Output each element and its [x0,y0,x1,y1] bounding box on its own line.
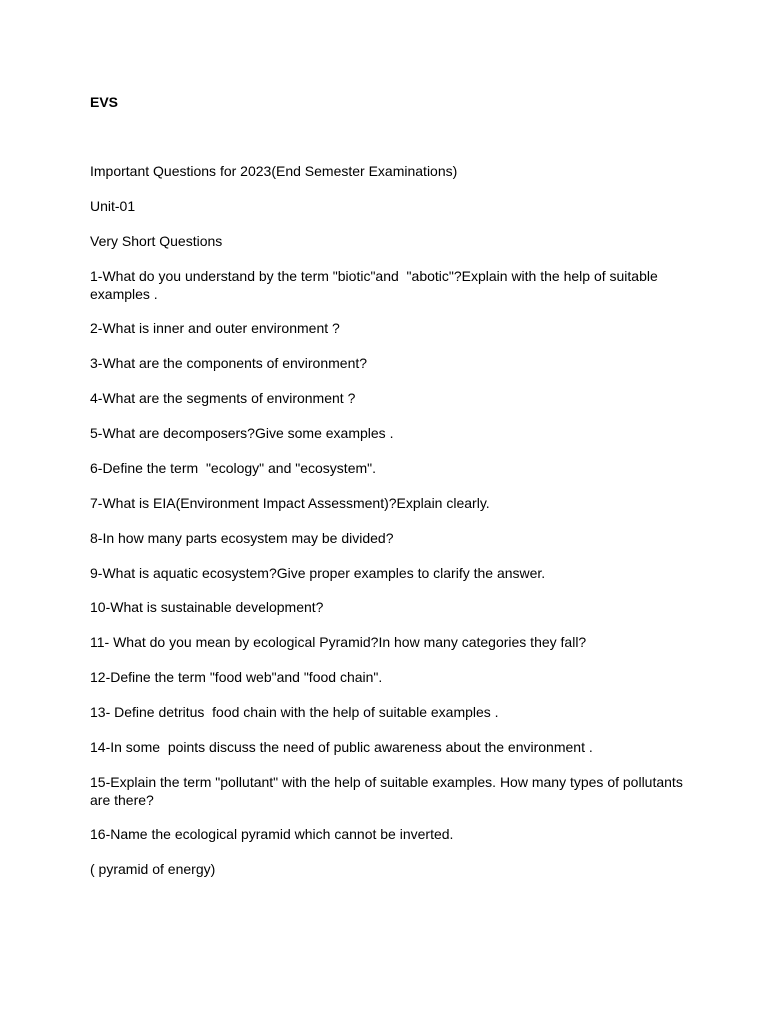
question-item: 5-What are decomposers?Give some examples . [90,425,394,441]
question-item: 15-Explain the term "pollutant" with the help of suitable examples. How many types of pollutants are there? [90,774,687,808]
answer-note: ( pyramid of energy) [90,861,216,877]
question-item: 9-What is aquatic ecosystem?Give proper examples to clarify the answer. [90,565,546,581]
question-item: 10-What is sustainable development? [90,599,324,615]
question-item: 8-In how many parts ecosystem may be divided? [90,530,394,546]
question-item: 14-In some points discuss the need of public awareness about the environment . [90,739,593,755]
document-heading: Important Questions for 2023(End Semester Examinations) [90,163,458,179]
question-item: 4-What are the segments of environment ? [90,390,356,406]
question-item: 7-What is EIA(Environment Impact Assessment)?Explain clearly. [90,495,490,511]
question-item: 13- Define detritus food chain with the help of suitable examples . [90,704,499,720]
question-item: 12-Define the term "food web"and "food chain". [90,669,383,685]
question-item: 11- What do you mean by ecological Pyramid?In how many categories they fall? [90,634,587,650]
question-item: 2-What is inner and outer environment ? [90,320,340,336]
section-label: Very Short Questions [90,233,223,249]
question-item: 1-What do you understand by the term "biotic"and "abotic"?Explain with the help of suitable examples . [90,268,662,302]
question-item: 6-Define the term "ecology" and "ecosystem". [90,460,377,476]
question-item: 3-What are the components of environment? [90,355,368,371]
unit-label: Unit-01 [90,198,136,214]
document-title: EVS [90,94,119,110]
question-item: 16-Name the ecological pyramid which cannot be inverted. [90,826,454,842]
